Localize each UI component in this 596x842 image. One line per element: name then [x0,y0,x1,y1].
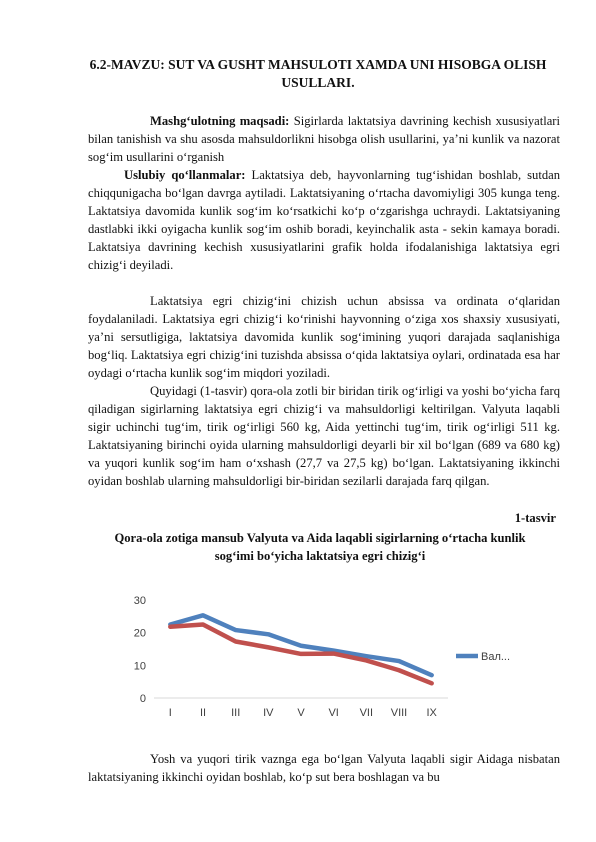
y-tick-label: 10 [133,660,146,673]
goal-label: Mashg‘ulotning maqsadi: [150,114,290,128]
x-tick-label: VII [359,707,374,719]
x-tick-label: I [168,707,172,719]
figure-number: 1-tasvir [514,511,556,525]
chart-svg [110,586,540,726]
y-tick-label: 30 [133,595,146,607]
lactation-chart [110,586,540,726]
x-tick-label: II [199,707,207,719]
series-line-2 [170,625,431,684]
paragraph-goal [88,112,560,166]
paragraph-example: Quyidagi (1-tasvir) qora-ola zotli bir biridan tirik og‘irligi va yoshi bo‘yicha farq qiladigan sigirlarning laktatsiya egri chizig‘i va mahsuldorligi keltirilgan. Valyuta laqabli sigir uchinchi tug‘im, tirik og‘irligi 560 kg, Aida yettinchi tug‘im, tirik og‘irligi 511 kg. Laktatsiyaning birinchi oyida ularning mahsuldorligi deyarli bir xil bo‘lgan (689 va 680 kg) va yuqori kunlik sog‘im ham o‘xshash (27,7 va 27,5 kg) bo‘lgan. Laktatsiyaning ikkinchi oyidan boshlab ularning mahsuldorligi bir-biridan sezilarli darajada farq qilgan. [88,384,560,488]
guidelines-text: Laktatsiya deb, hayvonlarning tug‘ishidan boshlab, sutdan chiqqunigacha bo‘lgan davrga aytiladi. Laktatsiyaning o‘rtacha davomiyligi 305 kunga teng. Laktatsiya davomida kunlik sog‘im ko‘rsatkichi ko‘p o‘zgarishga uchraydi. Laktatsiyaning dastlabki ikki oyigacha kunlik sog‘im oshib boradi, keyinchalik asta - sekin kamaya boradi. Laktatsiya davrining kechish xususiyatlarini grafik holda ifodalanishiga laktatsiya egri chizig‘i deyiladi. [88,168,561,272]
paragraph-continuation: Yosh va yuqori tirik vaznga ega bo‘lgan Valyuta laqabli sigir Aidaga nisbatan laktatsiyaning ikkinchi oyidan boshlab, ko‘p sut bera boshlagan va bu [88,752,560,784]
x-tick-label: IV [263,707,274,719]
x-tick-label: VI [328,707,339,719]
x-tick-label: III [231,707,241,719]
paragraph-guidelines [88,166,560,274]
y-tick-label: 0 [139,693,146,705]
section-heading: 6.2-MAVZU: SUT VA GUSHT MAHSULOTI XAMDA UNI HISOBGA OLISH USULLARI. [89,57,547,90]
paragraph-curve: Laktatsiya egri chizig‘ini chizish uchun absissa va ordinata o‘qlaridan foydalaniladi. Laktatsiya egri chizig‘i ko‘rinishi hayvonning o‘ziga xos shaxsiy xususiyati, ya’ni sersutligiga, laktatsiya davomida kunlik sog‘imining yuqori darajada saqlanishiga bog‘liq. Laktatsiya egri chizig‘ini tuzishda absissa o‘qida laktatsiya oylari, ordinatada esa har oydagi o‘rtacha kunlik sog‘im miqdori yoziladi. [88,294,560,380]
x-tick-label: VIII [390,707,408,719]
figure-title: Qora-ola zotiga mansub Valyuta va Aida laqabli sigirlarning o‘rtacha kunlik sog‘imi bo‘yicha laktatsiya egri chizig‘i [114,531,526,563]
goal-text: Sigirlarda laktatsiya davrining kechish xususiyatlari bilan tanishish va shu asosda mahsuldorlikni hisobga olish usullarini, ya’ni kunlik va nazorat sog‘im usullarini o‘rganish [88,114,560,164]
x-tick-label: V [297,707,305,719]
x-tick-label: IX [426,707,437,719]
y-tick-label: 20 [133,627,146,640]
guidelines-label: Uslubiy qo‘llanmalar: [124,168,246,182]
legend-label: Вал... [481,651,511,663]
